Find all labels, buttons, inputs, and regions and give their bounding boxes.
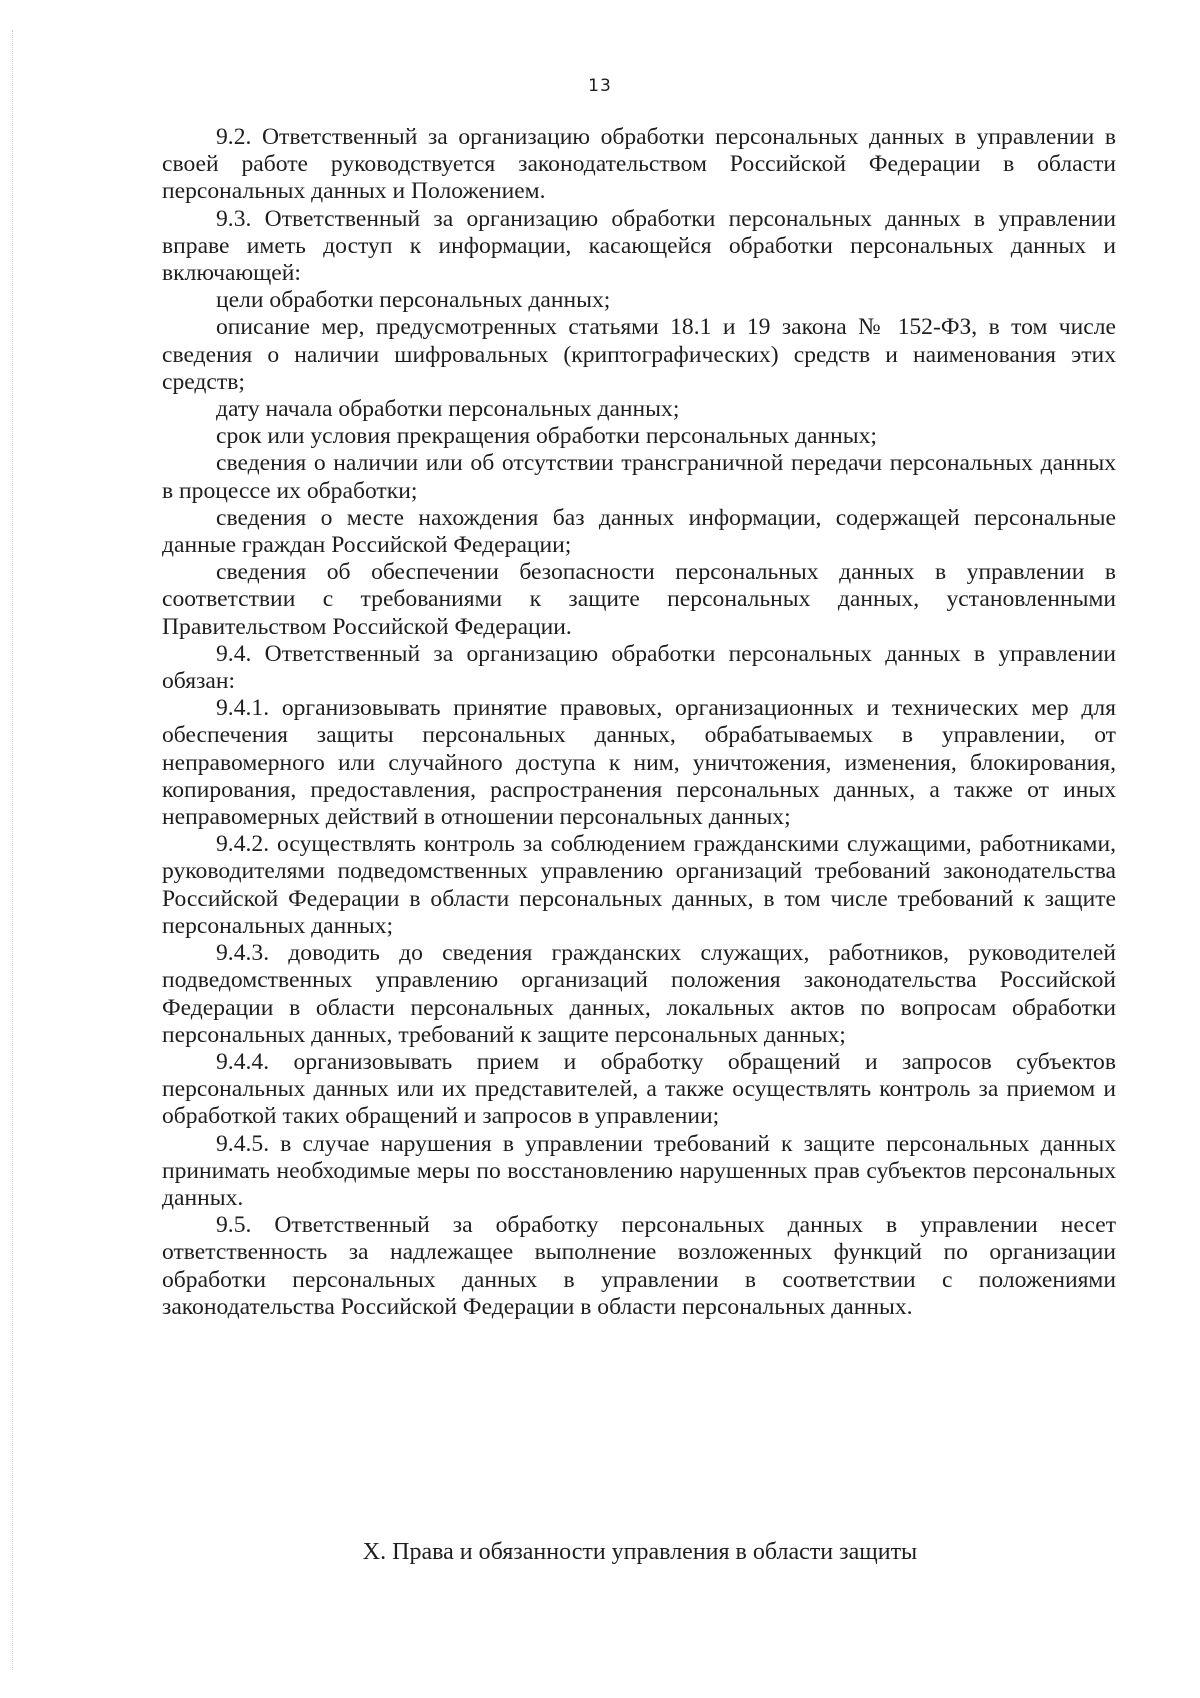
paragraph-9-4: 9.4. Ответственный за организацию обработки персональных данных в управлении обязан: xyxy=(162,640,1116,695)
paragraph-9-5: 9.5. Ответственный за обработку персональных данных в управлении несет ответственность за надлежащее выполнение возложенных функций по организации обработки персональных данных в управлении в соответствии с положениями законодательства Российской Федерации в области персональных данных. xyxy=(162,1212,1116,1320)
list-item-measures: описание мер, предусмотренных статьями 18.1 и 19 закона № 152-ФЗ, в том числе сведения о наличии шифровальных (криптографических) средств и наименования этих средств; xyxy=(162,314,1116,395)
paragraph-9-2: 9.2. Ответственный за организацию обработки персональных данных в управлении в своей работе руководствуется законодательством Российской Федерации в области персональных данных и Положением. xyxy=(162,124,1116,205)
list-item-purposes: цели обработки персональных данных; xyxy=(216,287,611,314)
list-item-database-location: сведения о месте нахождения баз данных информации, содержащей персональные данные граждан Российской Федерации; xyxy=(162,504,1116,559)
list-item-security: сведения об обеспечении безопасности персональных данных в управлении в соответствии с требованиями к защите персональных данных, установленными Правительством Российской Федерации. xyxy=(162,559,1116,640)
document-body xyxy=(162,124,1116,1321)
list-item-termination: срок или условия прекращения обработки персональных данных; xyxy=(216,423,877,450)
paragraph-9-3: 9.3. Ответственный за организацию обработки персональных данных в управлении вправе иметь доступ к информации, касающейся обработки персональных данных и включающей: xyxy=(162,205,1116,287)
list-item-start-date: дату начала обработки персональных данных; xyxy=(216,396,680,423)
paragraph-9-4-3: 9.4.3. доводить до сведения гражданских служащих, работников, руководителей подведомственных управлению организаций положения законодательства Российской Федерации в области персональных данных, локальных актов по вопросам обработки персональных данных, требований к защите персональных данных; xyxy=(162,940,1116,1048)
scan-edge-dots xyxy=(12,30,13,1670)
paragraph-9-4-2: 9.4.2. осуществлять контроль за соблюдением гражданскими служащими, работниками, руководителями подведомственных управлению организаций требований законодательства Российской Федерации в области персональных данных, в том числе требований к защите персональных данных; xyxy=(162,831,1116,939)
page-number: 13 xyxy=(588,76,612,96)
paragraph-9-4-1: 9.4.1. организовывать принятие правовых, организационных и технических мер для обеспечения защиты персональных данных, обрабатываемых в управлении, от неправомерного или случайного доступа к ним, уничтожения, изменения, блокирования, копирования, предоставления, распространения персональных данных, а также от иных неправомерных действий в отношении персональных данных; xyxy=(162,695,1116,831)
paragraph-9-4-4: 9.4.4. организовывать прием и обработку обращений и запросов субъектов персональных данных или их представителей, а также осуществлять контроль за приемом и обработкой таких обращений и запросов в управлении; xyxy=(162,1048,1116,1130)
list-item-cross-border: сведения о наличии или об отсутствии трансграничной передачи персональных данных в процессе их обработки; xyxy=(162,450,1116,504)
paragraph-9-4-5: 9.4.5. в случае нарушения в управлении требований к защите персональных данных принимать необходимые меры по восстановлению нарушенных прав субъектов персональных данных. xyxy=(162,1130,1116,1211)
section-heading: X. Права и обязанности управления в области защиты xyxy=(362,1539,918,1565)
